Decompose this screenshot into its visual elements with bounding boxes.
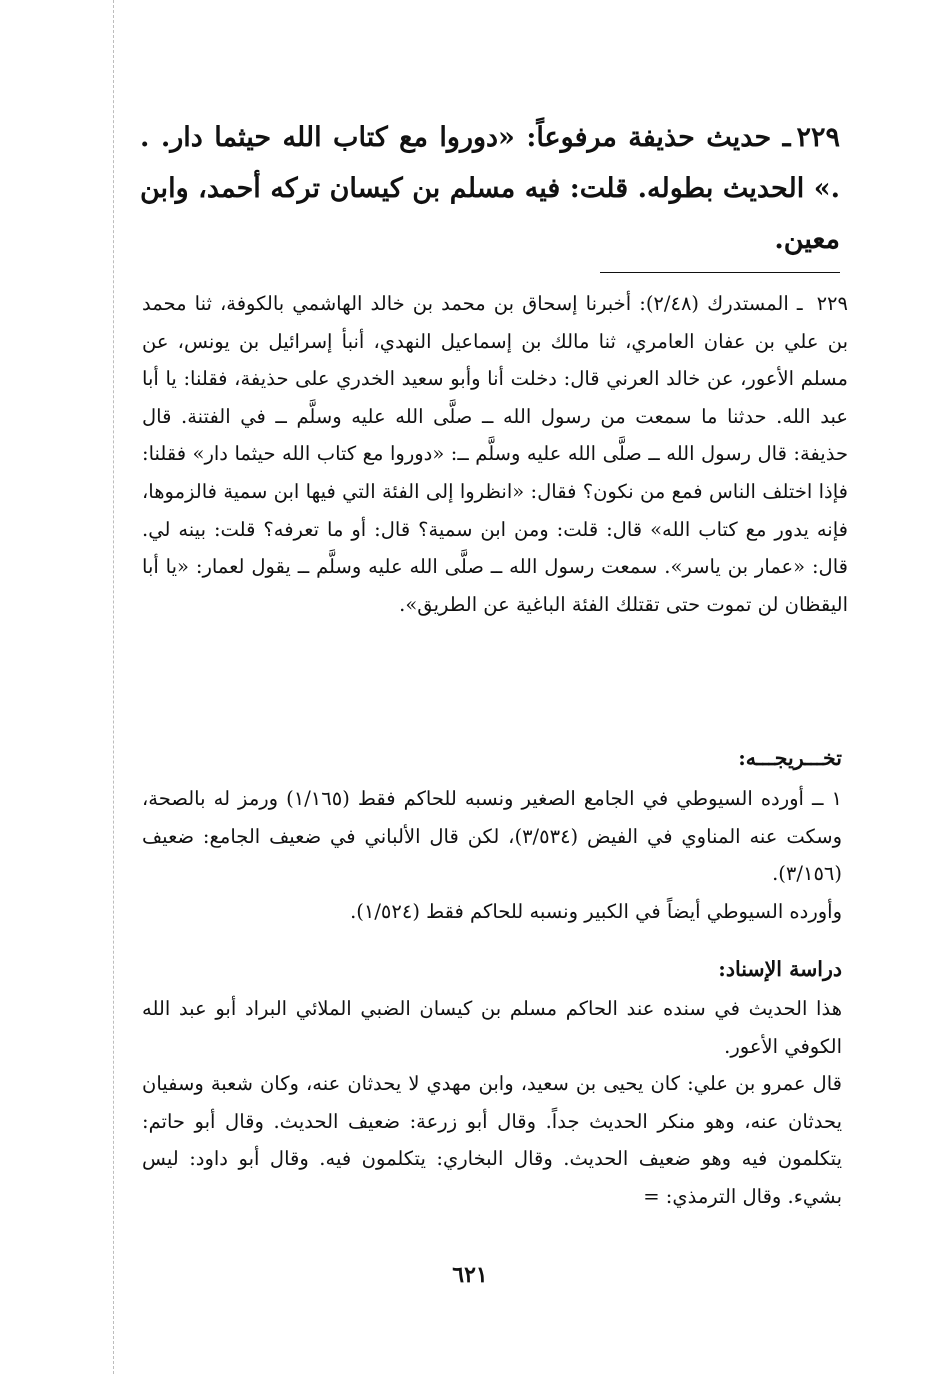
page-number: ٦٢١ bbox=[452, 1262, 488, 1288]
takhrij-heading: تخـــريجـــه: bbox=[738, 746, 842, 770]
takhrij-section bbox=[142, 780, 842, 930]
dirasa-paragraph-2: قال عمرو بن علي: كان يحيى بن سعيد، وابن مهدي لا يحدثان عنه، وكان شعبة وسفيان يحدثان عنه، وهو منكر الحديث جداً. وقال أبو زرعة: ضعيف الحديث. وقال أبو حاتم: يتكلمون فيه وهو ضعيف الحديث. وقال البخاري: يتكلمون فيه. وقال أبو داود: ليس بشيء. وقال الترمذي: = bbox=[142, 1072, 842, 1208]
dirasa-section bbox=[142, 990, 842, 1216]
scan-gutter-line bbox=[113, 0, 114, 1374]
isnad-section bbox=[142, 285, 848, 623]
takhrij-item-1: ١ ــ أورده السيوطي في الجامع الصغير ونسبه للحاكم فقط (١/١٦٥) ورمز له بالصحة، وسكت عنه المناوي في الفيض (٣/٥٣٤)، لكن قال الألباني في ضعيف الجامع: ضعيف (٣/١٥٦). bbox=[142, 787, 842, 886]
isnad-text: ـ المستدرك (٢/٤٨): أخبرنا إسحاق بن محمد بن خالد الهاشمي بالكوفة، ثنا محمد بن علي بن عفان العامري، ثنا مالك بن إسماعيل النهدي، أنبأ إسرائيل بن يونس، عن مسلم الأعور، عن خالد العرني قال: دخلت أنا وأبو سعيد الخدري على حذيفة، فقلنا: يا أبا عبد الله. حدثنا ما سمعت من رسول الله ــ صلَّى الله عليه وسلَّم ــ في الفتنة. قال حذيفة: قال رسول الله ــ صلَّى الله عليه وسلَّم ــ: «دوروا مع كتاب الله حيثما دار» فقلنا: فإذا اختلف الناس فمع من نكون؟ فقال: «انظروا إلى الفئة التي فيها ابن سمية فالزموها، فإنه يدور مع كتاب الله» قال: قلت: ومن ابن سمية؟ قال: أو ما تعرفه؟ قلت: بينه لي. قال: «عمار بن ياسر». سمعت رسول الله ــ صلَّى الله عليه وسلَّم ــ يقول لعمار: «يا أبا اليقظان لن تموت حتى تقتلك الفئة الباغية عن الطريق». bbox=[142, 292, 848, 616]
isnad-number: ٢٢٩ bbox=[816, 292, 848, 315]
dirasa-heading: دراسة الإسناد: bbox=[718, 957, 842, 981]
dirasa-paragraph-1: هذا الحديث في سنده عند الحاكم مسلم بن كيسان الضبي الملائي البراد أبو عبد الله الكوفي الأعور. bbox=[142, 997, 842, 1058]
takhrij-item-2: وأورده السيوطي أيضاً في الكبير ونسبه للحاكم فقط (١/٥٢٤). bbox=[350, 899, 842, 923]
footnote-separator-rule bbox=[600, 272, 840, 273]
hadith-text: ـ حديث حذيفة مرفوعاً: «دوروا مع كتاب الله حيثما دار. . .» الحديث بطوله. قلت: فيه مسلم بن كيسان تركه أحمد، وابن معين. bbox=[140, 122, 840, 255]
main-hadith bbox=[140, 112, 840, 265]
hadith-number: ٢٢٩ bbox=[796, 122, 840, 153]
